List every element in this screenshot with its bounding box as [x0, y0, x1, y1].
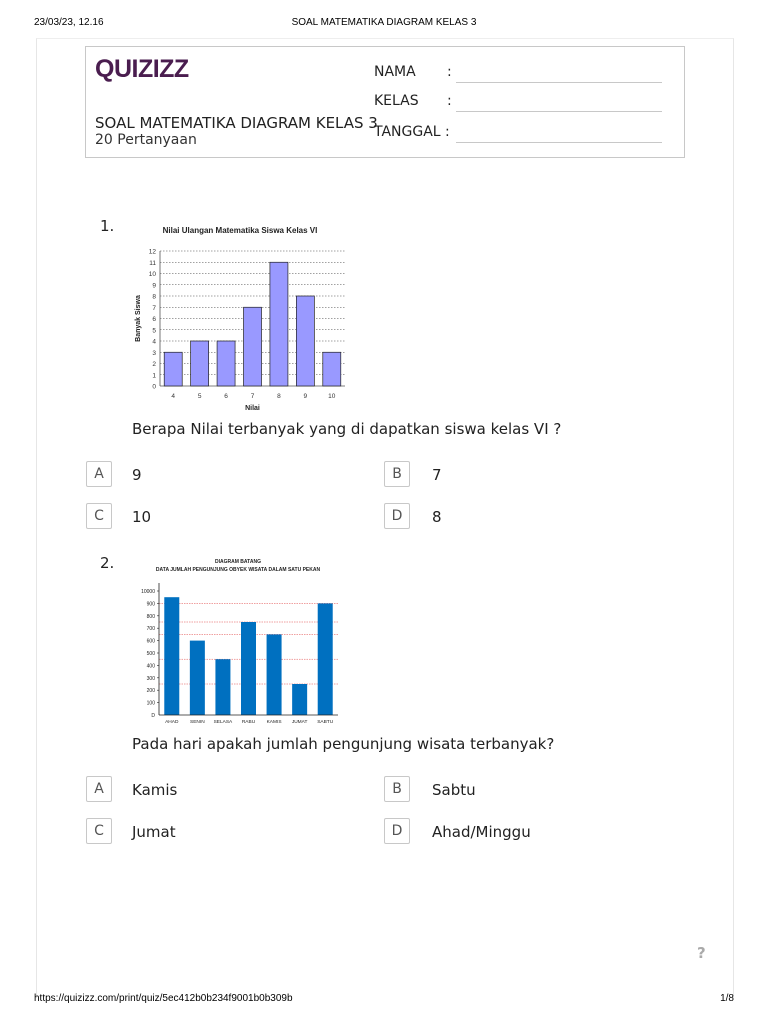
chart-1-y-tick: 3 — [152, 349, 156, 357]
q2-option-a-text[interactable]: Kamis — [132, 781, 178, 799]
chart-1-y-tick: 6 — [152, 316, 156, 323]
print-doc-title: SOAL MATEMATIKA DIAGRAM KELAS 3 — [291, 17, 477, 28]
chart-1-y-tick: 0 — [152, 383, 156, 391]
name-line — [456, 82, 662, 83]
chart-2-x-tick: SENIN — [190, 720, 205, 725]
chart-1-x-tick: 7 — [250, 393, 255, 400]
chart-1-xlabel: Nilai — [245, 405, 260, 412]
chart-1-y-tick: 2 — [152, 361, 156, 368]
q2-option-d-badge[interactable]: D — [384, 818, 410, 844]
chart-1-bar — [296, 296, 314, 386]
question-2-text: Pada hari apakah jumlah pengunjung wisata terbanyak? — [132, 735, 555, 753]
chart-2-x-tick: SELASA — [213, 720, 233, 725]
question-count: 20 Pertanyaan — [95, 132, 197, 148]
chart-1-title: Nilai Ulangan Matematika Siswa Kelas VI — [162, 226, 318, 235]
print-footer — [0, 993, 768, 1007]
chart-2-bar — [318, 603, 333, 715]
chart-1-x-tick: 5 — [197, 393, 202, 400]
chart-2-y-tick: 700 — [146, 626, 155, 633]
q1-option-a-text[interactable]: 9 — [132, 466, 142, 484]
q2-option-c-text[interactable]: Jumat — [132, 823, 176, 841]
q1-option-c-badge[interactable]: C — [86, 503, 112, 529]
chart-2-bar — [241, 622, 256, 715]
chart-2-y-tick: 600 — [146, 638, 155, 645]
date-line — [456, 142, 662, 143]
chart-2-y-tick: 500 — [146, 651, 155, 657]
chart-2-bar — [267, 634, 282, 715]
question-1-number: 1. — [100, 217, 115, 235]
chart-2-y-tick: 100 — [146, 700, 155, 707]
q1-option-d-text[interactable]: 8 — [432, 508, 442, 526]
chart-2-x-tick: KAMIS — [266, 720, 282, 725]
chart-2-y-tick: D — [151, 713, 155, 719]
q1-option-c-text[interactable]: 10 — [132, 508, 152, 526]
q1-option-b-text[interactable]: 7 — [432, 466, 442, 484]
chart-1-x-tick: 10 — [328, 393, 336, 400]
chart-1-y-tick: 5 — [152, 327, 156, 335]
chart-1-y-tick: 8 — [152, 293, 156, 301]
chart-2-y-tick: 300 — [146, 675, 155, 682]
chart-2-bar — [164, 597, 179, 715]
chart-2-y-tick: 800 — [146, 613, 155, 620]
class-label: KELAS — [374, 93, 419, 109]
date-label: TANGGAL : — [374, 124, 450, 140]
print-header — [0, 17, 768, 31]
class-line — [456, 111, 662, 112]
q2-option-b-text[interactable]: Sabtu — [432, 781, 476, 799]
print-url: https://quizizz.com/print/quiz/5ec412b0b234f9001b0b309b — [34, 993, 293, 1004]
q2-option-d-text[interactable]: Ahad/Minggu — [432, 823, 531, 841]
chart-2-x-tick: JUMAT — [291, 720, 308, 725]
chart-2-y-tick: 10000 — [141, 589, 155, 595]
chart-1-bar — [217, 341, 235, 386]
chart-2-bar — [215, 659, 230, 715]
q1-option-a-badge[interactable]: A — [86, 461, 112, 487]
q2-option-b-badge[interactable]: B — [384, 776, 410, 802]
chart-2-bar — [292, 684, 307, 715]
chart-1-bar — [270, 262, 288, 386]
q2-option-c-badge[interactable]: C — [86, 818, 112, 844]
class-colon: : — [447, 93, 452, 109]
chart-2 — [133, 555, 343, 727]
chart-1-ylabel: Banyak Siswa — [135, 295, 142, 342]
chart-2-bar — [190, 641, 205, 715]
chart-1-bar — [323, 352, 341, 386]
chart-1-y-tick: 12 — [148, 248, 156, 256]
chart-1-x-tick: 6 — [224, 393, 228, 400]
chart-1-y-tick: 11 — [149, 259, 156, 267]
chart-1 — [130, 218, 350, 418]
chart-2-x-tick: SABTU — [317, 720, 334, 725]
question-2-number: 2. — [100, 554, 115, 572]
chart-2-x-tick: AHAD — [165, 720, 179, 725]
chart-1-y-tick: 4 — [152, 338, 156, 346]
question-1-text: Berapa Nilai terbanyak yang di dapatkan siswa kelas VI ? — [132, 420, 562, 438]
chart-1-y-tick: 1 — [152, 372, 156, 380]
chart-2-subtitle: DATA JUMLAH PENGUNJUNG OBYEK WISATA DALAM SATU PEKAN — [155, 567, 321, 573]
print-page-number: 1/8 — [720, 993, 734, 1004]
chart-1-bar — [244, 307, 262, 386]
q1-option-b-badge[interactable]: B — [384, 461, 410, 487]
print-datetime: 23/03/23, 12.16 — [34, 17, 104, 28]
help-icon[interactable]: ? — [697, 944, 706, 962]
quizizz-logo: QUIZIZZ — [95, 55, 189, 83]
chart-2-title: DIAGRAM BATANG — [215, 559, 261, 565]
chart-1-x-tick: 9 — [303, 393, 308, 400]
quiz-title: SOAL MATEMATIKA DIAGRAM KELAS 3 — [95, 114, 378, 132]
name-label: NAMA — [374, 64, 416, 80]
chart-1-y-tick: 7 — [152, 304, 156, 312]
chart-1-bar — [164, 352, 182, 386]
chart-1-y-tick: 10 — [148, 271, 156, 278]
worksheet-header — [85, 46, 685, 158]
chart-1-x-tick: 8 — [277, 393, 281, 400]
q2-option-a-badge[interactable]: A — [86, 776, 112, 802]
chart-1-y-tick: 9 — [152, 282, 156, 290]
chart-2-y-tick: 900 — [146, 601, 155, 608]
chart-1-bar — [191, 341, 209, 386]
chart-2-y-tick: 400 — [146, 663, 155, 670]
q1-option-d-badge[interactable]: D — [384, 503, 410, 529]
chart-2-x-tick: RABU — [241, 720, 256, 725]
chart-2-y-tick: 200 — [146, 688, 155, 695]
chart-1-x-tick: 4 — [171, 393, 176, 400]
name-colon: : — [447, 64, 452, 80]
